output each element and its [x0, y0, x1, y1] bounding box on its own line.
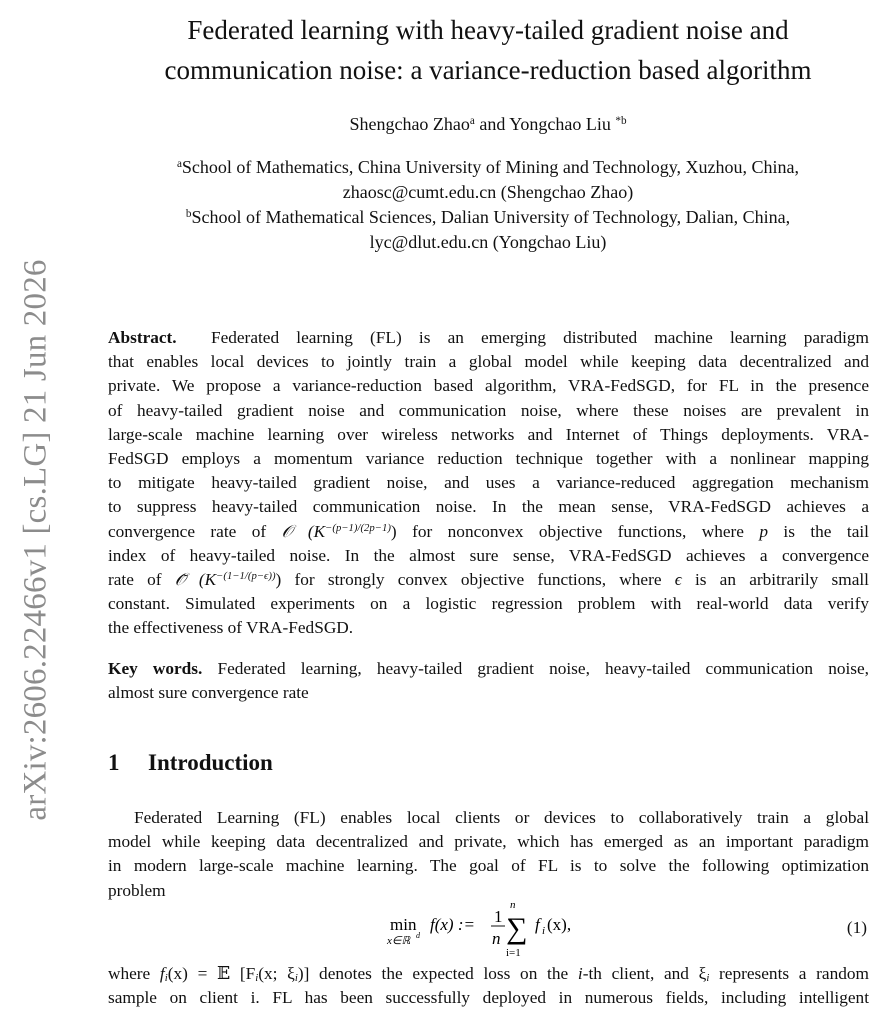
affiliation-b-email: lyc@dlut.edu.cn (Yongchao Liu): [369, 232, 607, 252]
intro-line: in modern large-scale machine learning. The goal of FL is to solve the following optimization: [108, 856, 869, 876]
paragraph-line: sample on client i. FL has been successfully deployed in numerous fields, including intelligent: [108, 988, 869, 1008]
equation-1: [108, 900, 869, 960]
title-line: communication noise: a variance-reduction based algorithm: [164, 55, 812, 85]
author-connector: and: [479, 114, 506, 134]
equation-rhs-tail: (x),: [547, 915, 572, 934]
rate-exponent: −(1−1/(p−ϵ)): [216, 570, 276, 583]
min-subscript: x∈ℝ: [387, 935, 411, 947]
author-list: [100, 112, 876, 136]
keywords: [108, 657, 869, 705]
abstract-line: convergence rate of 𝒪 $(K^{-(p-1)/(2p-1)})$ for nonconvex objective functions, where p is the tail: [108, 521, 869, 541]
paper-title: [100, 10, 876, 90]
keywords-line: Key words. Federated learning, heavy-tailed gradient noise, heavy-tailed communication noise,: [108, 659, 869, 678]
sum-upper-limit: n: [510, 899, 516, 911]
math-variable: p: [759, 521, 768, 541]
affiliation-mark: *b: [615, 114, 627, 127]
abstract-line: of heavy-tailed gradient noise and communication noise, where these noises are prevalent in: [108, 400, 869, 420]
paragraph-line: where $f_i(x)$ = 𝔼 [$F_i(x$; $\xi_i$)] denotes the expected loss on the i-th client, and $\xi_i$ represents a random: [108, 964, 869, 985]
abstract-line: large-scale machine learning over wireless networks and Internet of Things deployments. VRA-: [108, 424, 869, 444]
abstract-line: Abstract. Federated learning (FL) is an emerging distributed machine learning paradigm: [108, 328, 869, 347]
abstract: [108, 326, 869, 641]
equation-lhs: f(x) :=: [430, 915, 475, 934]
keywords-line: almost sure convergence rate: [108, 683, 309, 703]
affiliation-a-email: zhaosc@cumt.edu.cn (Shengchao Zhao): [342, 182, 634, 202]
intro-line: problem: [108, 880, 166, 900]
rate-exponent: −(p−1)/(2p−1): [325, 521, 391, 534]
affiliation-mark: a: [469, 114, 475, 127]
sum-lower-limit: i=1: [506, 947, 521, 959]
abstract-line: constant. Simulated experiments on a logistic regression problem with real-world data verify: [108, 594, 869, 614]
affiliation-a: $^a$School of Mathematics, China University of Mining and Technology, Xuzhou, China,: [176, 157, 800, 177]
equation-rhs: f: [535, 915, 540, 934]
abstract-line: FedSGD employs a momentum variance reduction technique together with a nonlinear mapping: [108, 449, 869, 469]
math-variable: ϵ: [674, 570, 682, 590]
abstract-label: Abstract.: [108, 328, 177, 347]
author-name: Yongchao Liu: [509, 114, 611, 134]
affiliation-mark: b: [185, 207, 192, 220]
abstract-line: the effectiveness of VRA-FedSGD.: [108, 618, 354, 638]
section-number: 1: [108, 750, 120, 775]
intro-line: Federated Learning (FL) enables local clients or devices to collaboratively train a global: [134, 808, 869, 827]
fraction-numerator: 1: [494, 907, 503, 926]
intro-line: model while keeping data decentralized and private, which has emerged as an important paradigm: [108, 832, 869, 852]
abstract-line: rate of 𝒪̃ $(K^{-(1-1/(p-\epsilon))})$ for strongly convex objective functions, where ϵ is an arbitrarily small: [108, 570, 869, 590]
min-operator: min: [390, 915, 417, 934]
sum-symbol: ∑: [506, 912, 528, 945]
section-heading: [108, 746, 273, 780]
section-title: Introduction: [148, 750, 273, 775]
rate-expression: 𝒪̃ (K: [174, 570, 217, 590]
keywords-label: Key words.: [108, 659, 203, 678]
abstract-line: that enables local devices to jointly train a global model while keeping data decentralized and: [108, 352, 869, 372]
introduction-paragraph: [108, 806, 869, 903]
affiliation-mark: a: [176, 157, 182, 170]
abstract-line: private. We propose a variance-reduction based algorithm, VRA-FedSGD, for FL in the presence: [108, 376, 869, 396]
equation-number: (1): [846, 918, 867, 937]
equation-body: [387, 899, 600, 969]
arxiv-identifier-stamp: arXiv:2606.22466v1 [cs.LG] 21 Jun 2026: [17, 259, 54, 821]
abstract-line: index of heavy-tailed noise. In the almost sure sense, VRA-FedSGD achieves a convergence: [108, 545, 869, 565]
min-subscript-exponent: d: [416, 931, 420, 940]
equation-rhs-subscript: i: [542, 925, 546, 937]
title-line: Federated learning with heavy-tailed gradient noise and: [187, 15, 789, 45]
affiliations: [100, 155, 876, 255]
affiliation-b: $^b$School of Mathematical Sciences, Dalian University of Technology, Dalian, China,: [185, 207, 791, 227]
abstract-line: to suppress heavy-tailed communication noise. In the mean sense, VRA-FedSGD achieves a: [108, 497, 869, 517]
rate-expression: 𝒪 (K: [281, 521, 326, 541]
abstract-line: to mitigate heavy-tailed gradient noise, and uses a variance-reduced aggregation mechanism: [108, 473, 869, 493]
author-name: Shengchao Zhao: [349, 114, 470, 134]
equation-svg: [387, 899, 600, 964]
fraction-denominator: n: [492, 929, 501, 948]
post-equation-paragraph: [108, 962, 869, 1010]
